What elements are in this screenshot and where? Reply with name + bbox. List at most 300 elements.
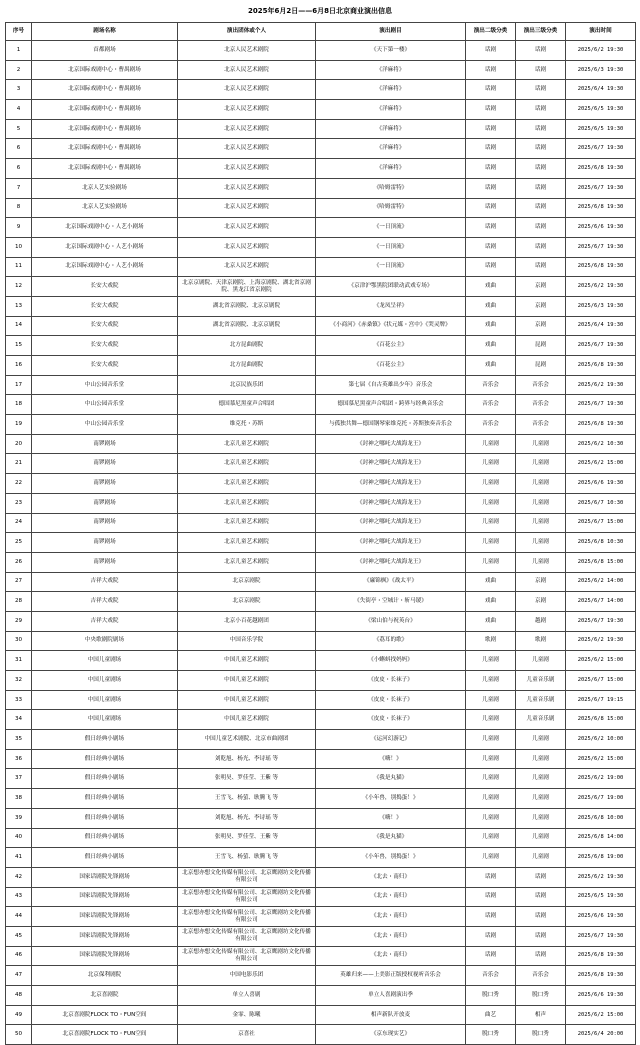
cell-venue: 首都剧场 (32, 41, 178, 61)
cell-time: 2025/6/2 15:00 (566, 651, 636, 671)
cell-performer: 北京人民艺术剧院 (178, 159, 316, 179)
cell-time: 2025/6/2 19:30 (566, 277, 636, 297)
cell-performer: 北京人民艺术剧院 (178, 139, 316, 159)
cell-venue: 长安大戏院 (32, 316, 178, 336)
cell-venue: 南锣剧场 (32, 493, 178, 513)
cell-program: 德国慕尼黑童声合唱团・跨界与经典音乐会 (316, 395, 466, 415)
cell-program: 《运河幻游记》 (316, 730, 466, 750)
cell-category-3: 音乐会 (516, 395, 566, 415)
cell-category-3: 话剧 (516, 198, 566, 218)
table-row (6, 178, 636, 198)
table-row (6, 80, 636, 100)
cell-category-2: 话剧 (466, 60, 516, 80)
cell-venue: 吉祥大戏院 (32, 572, 178, 592)
cell-index: 40 (6, 828, 32, 848)
cell-program: 《失街亭・空城计・斩马谡》 (316, 592, 466, 612)
table-row (6, 769, 636, 789)
table-row (6, 848, 636, 868)
cell-performer: 北京京剧院、天津京剧院、上海京剧院、湖北省京剧院、黑龙江省京剧院 (178, 277, 316, 297)
table-row (6, 828, 636, 848)
cell-category-3: 脱口秀 (516, 986, 566, 1006)
cell-program: 《皮皮・长袜子》 (316, 710, 466, 730)
header-venue: 剧场名称 (32, 23, 178, 41)
cell-performer: 北京京剧院 (178, 592, 316, 612)
cell-category-2: 戏曲 (466, 592, 516, 612)
cell-category-2: 音乐会 (466, 415, 516, 435)
cell-category-2: 话剧 (466, 926, 516, 946)
cell-category-2: 话剧 (466, 119, 516, 139)
cell-program: 《梁山伯与祝英台》 (316, 611, 466, 631)
cell-time: 2025/6/8 10:30 (566, 533, 636, 553)
cell-category-2: 儿童剧 (466, 848, 516, 868)
cell-program: 《北去・南归》 (316, 867, 466, 887)
cell-index: 26 (6, 552, 32, 572)
cell-time: 2025/6/4 19:30 (566, 316, 636, 336)
table-row (6, 375, 636, 395)
cell-category-3: 儿童剧 (516, 651, 566, 671)
cell-performer: 湖北省京剧院、北京京剧院 (178, 316, 316, 336)
table-row (6, 316, 636, 336)
cell-category-2: 话剧 (466, 257, 516, 277)
cell-index: 44 (6, 907, 32, 927)
cell-category-2: 话剧 (466, 41, 516, 61)
cell-index: 1 (6, 41, 32, 61)
table-row (6, 159, 636, 179)
table-row (6, 513, 636, 533)
cell-index: 11 (6, 257, 32, 277)
cell-venue: 假日经典小剧场 (32, 789, 178, 809)
table-row (6, 356, 636, 376)
table-row (6, 41, 636, 61)
cell-venue: 南锣剧场 (32, 513, 178, 533)
cell-performer: 北京儿童艺术剧院 (178, 454, 316, 474)
header-time: 演出时间 (566, 23, 636, 41)
cell-index: 43 (6, 887, 32, 907)
cell-category-3: 脱口秀 (516, 1025, 566, 1045)
cell-venue: 假日经典小剧场 (32, 848, 178, 868)
cell-performer: 刘乾旭、杨光、李诗瑶 等 (178, 749, 316, 769)
cell-category-2: 戏曲 (466, 277, 516, 297)
cell-index: 48 (6, 986, 32, 1006)
cell-category-3: 昆剧 (516, 336, 566, 356)
cell-program: 《哈姆雷特》 (316, 178, 466, 198)
cell-category-3: 话剧 (516, 41, 566, 61)
cell-category-2: 戏曲 (466, 356, 516, 376)
cell-index: 6 (6, 139, 32, 159)
cell-category-2: 儿童剧 (466, 533, 516, 553)
cell-venue: 北京人艺实验剧场 (32, 198, 178, 218)
cell-venue: 南锣剧场 (32, 434, 178, 454)
cell-venue: 长安大戏院 (32, 296, 178, 316)
cell-time: 2025/6/7 19:30 (566, 178, 636, 198)
cell-venue: 南锣剧场 (32, 552, 178, 572)
cell-venue: 中国儿童剧场 (32, 651, 178, 671)
cell-time: 2025/6/4 19:30 (566, 80, 636, 100)
cell-category-3: 音乐会 (516, 415, 566, 435)
cell-venue: 假日经典小剧场 (32, 730, 178, 750)
cell-category-2: 脱口秀 (466, 986, 516, 1006)
cell-performer: 中国电影乐团 (178, 966, 316, 986)
cell-index: 3 (6, 80, 32, 100)
cell-program: 《封神之哪吒大战海龙王》 (316, 454, 466, 474)
cell-category-2: 话剧 (466, 198, 516, 218)
cell-performer: 北京想亦想文化传媒有限公司、北京鹰剧坊文化传播有限公司 (178, 867, 316, 887)
cell-time: 2025/6/2 19:30 (566, 867, 636, 887)
cell-time: 2025/6/8 19:30 (566, 415, 636, 435)
table-row (6, 907, 636, 927)
cell-time: 2025/6/4 20:00 (566, 1025, 636, 1045)
cell-index: 10 (6, 237, 32, 257)
cell-time: 2025/6/7 19:30 (566, 237, 636, 257)
table-row (6, 198, 636, 218)
cell-program: 《洋麻将》 (316, 119, 466, 139)
cell-category-2: 儿童剧 (466, 769, 516, 789)
cell-performer: 北方昆曲剧院 (178, 356, 316, 376)
cell-time: 2025/6/7 19:30 (566, 336, 636, 356)
table-row (6, 887, 636, 907)
cell-category-2: 儿童剧 (466, 710, 516, 730)
cell-program: 《北去・南归》 (316, 946, 466, 966)
cell-venue: 假日经典小剧场 (32, 769, 178, 789)
cell-index: 46 (6, 946, 32, 966)
cell-performer: 北京想亦想文化传媒有限公司、北京鹰剧坊文化传播有限公司 (178, 926, 316, 946)
cell-performer: 北京想亦想文化传媒有限公司、北京鹰剧坊文化传播有限公司 (178, 907, 316, 927)
cell-performer: 北京人民艺术剧院 (178, 80, 316, 100)
cell-venue: 国家话剧院先锋剧场 (32, 887, 178, 907)
cell-index: 21 (6, 454, 32, 474)
cell-program: 《一日顶流》 (316, 257, 466, 277)
cell-category-3: 京剧 (516, 316, 566, 336)
cell-performer: 北京儿童艺术剧院 (178, 552, 316, 572)
cell-performer: 北京人民艺术剧院 (178, 60, 316, 80)
cell-index: 35 (6, 730, 32, 750)
cell-category-3: 话剧 (516, 178, 566, 198)
performance-table (5, 22, 636, 1045)
cell-program: 《嗨！》 (316, 749, 466, 769)
cell-category-2: 戏曲 (466, 336, 516, 356)
cell-category-3: 话剧 (516, 100, 566, 120)
cell-venue: 南锣剧场 (32, 454, 178, 474)
table-row (6, 277, 636, 297)
cell-venue: 中国儿童剧场 (32, 710, 178, 730)
cell-category-3: 儿童剧 (516, 513, 566, 533)
cell-time: 2025/6/6 19:30 (566, 218, 636, 238)
cell-category-3: 儿童剧 (516, 454, 566, 474)
cell-venue: 中山公园音乐堂 (32, 375, 178, 395)
cell-venue: 北京国际戏剧中心・曹禺剧场 (32, 80, 178, 100)
cell-performer: 北京儿童艺术剧院 (178, 434, 316, 454)
cell-performer: 北京人民艺术剧院 (178, 198, 316, 218)
cell-program: 《我是丸猫》 (316, 828, 466, 848)
cell-category-3: 话剧 (516, 237, 566, 257)
cell-performer: 北京人民艺术剧院 (178, 257, 316, 277)
cell-time: 2025/6/7 19:15 (566, 690, 636, 710)
cell-index: 39 (6, 808, 32, 828)
cell-performer: 北京儿童艺术剧院 (178, 533, 316, 553)
cell-index: 36 (6, 749, 32, 769)
cell-index: 30 (6, 631, 32, 651)
document-title: 2025年6月2日——6月8日北京商业演出信息 (248, 7, 392, 15)
cell-performer: 北京想亦想文化传媒有限公司、北京鹰剧坊文化传播有限公司 (178, 946, 316, 966)
table-row (6, 1025, 636, 1045)
cell-time: 2025/6/2 15:00 (566, 749, 636, 769)
cell-performer: 王雪飞、杨萤、耿腾飞 等 (178, 789, 316, 809)
cell-category-3: 京剧 (516, 592, 566, 612)
table-row (6, 434, 636, 454)
cell-category-3: 话剧 (516, 867, 566, 887)
cell-category-3: 儿童剧 (516, 730, 566, 750)
cell-category-2: 话剧 (466, 159, 516, 179)
cell-time: 2025/6/8 19:30 (566, 257, 636, 277)
table-row (6, 946, 636, 966)
cell-time: 2025/6/2 19:30 (566, 375, 636, 395)
cell-category-3: 越剧 (516, 611, 566, 631)
cell-program: 《封神之哪吒大战海龙王》 (316, 552, 466, 572)
cell-venue: 国家话剧院先锋剧场 (32, 867, 178, 887)
cell-venue: 北京喜剧院FLOCK TO・FUN空间 (32, 1005, 178, 1025)
cell-performer: 中国儿童艺术剧院 (178, 671, 316, 691)
cell-category-2: 儿童剧 (466, 671, 516, 691)
cell-index: 9 (6, 218, 32, 238)
cell-venue: 假日经典小剧场 (32, 828, 178, 848)
table-row (6, 690, 636, 710)
cell-index: 7 (6, 178, 32, 198)
cell-time: 2025/6/8 19:30 (566, 198, 636, 218)
cell-index: 4 (6, 100, 32, 120)
cell-performer: 王雪飞、杨萤、耿腾飞 等 (178, 848, 316, 868)
cell-venue: 北京国际戏剧中心・曹禺剧场 (32, 60, 178, 80)
cell-program: 《北去・南归》 (316, 907, 466, 927)
cell-index: 32 (6, 671, 32, 691)
cell-category-2: 音乐会 (466, 375, 516, 395)
table-row (6, 493, 636, 513)
cell-category-2: 儿童剧 (466, 828, 516, 848)
table-row (6, 237, 636, 257)
cell-category-3: 话剧 (516, 60, 566, 80)
cell-venue: 南锣剧场 (32, 533, 178, 553)
table-row (6, 336, 636, 356)
cell-venue: 国家话剧院先锋剧场 (32, 946, 178, 966)
cell-category-2: 儿童剧 (466, 434, 516, 454)
cell-program: 《京东现实艺》 (316, 1025, 466, 1045)
cell-performer: 中国音乐学院 (178, 631, 316, 651)
cell-performer: 刘乾旭、杨光、李诗瑶 等 (178, 808, 316, 828)
cell-program: 《哈姆雷特》 (316, 198, 466, 218)
cell-venue: 吉祥大戏院 (32, 611, 178, 631)
table-row (6, 119, 636, 139)
cell-time: 2025/6/8 19:30 (566, 946, 636, 966)
cell-index: 33 (6, 690, 32, 710)
cell-program: 《封神之哪吒大战海龙王》 (316, 474, 466, 494)
cell-category-2: 话剧 (466, 139, 516, 159)
cell-program: 《封神之哪吒大战海龙王》 (316, 513, 466, 533)
cell-index: 2 (6, 60, 32, 80)
cell-category-2: 话剧 (466, 237, 516, 257)
cell-time: 2025/6/8 19:30 (566, 966, 636, 986)
cell-category-2: 戏曲 (466, 296, 516, 316)
cell-index: 18 (6, 395, 32, 415)
cell-program: 《洋麻将》 (316, 159, 466, 179)
cell-category-3: 儿童剧 (516, 533, 566, 553)
cell-category-2: 音乐会 (466, 966, 516, 986)
cell-performer: 北京人民艺术剧院 (178, 41, 316, 61)
cell-venue: 中国儿童剧场 (32, 671, 178, 691)
table-row (6, 592, 636, 612)
table-row (6, 867, 636, 887)
cell-program: 《洋麻将》 (316, 139, 466, 159)
cell-time: 2025/6/7 19:30 (566, 611, 636, 631)
cell-program: 《皮皮・长袜子》 (316, 690, 466, 710)
cell-venue: 吉祥大戏院 (32, 592, 178, 612)
cell-index: 29 (6, 611, 32, 631)
cell-program: 《百花公主》 (316, 356, 466, 376)
table-row (6, 710, 636, 730)
cell-category-2: 曲艺 (466, 1005, 516, 1025)
cell-category-3: 京剧 (516, 296, 566, 316)
cell-program: 《北去・南归》 (316, 926, 466, 946)
cell-program: 《龙凤呈祥》 (316, 296, 466, 316)
cell-index: 22 (6, 474, 32, 494)
cell-category-2: 歌剧 (466, 631, 516, 651)
table-row (6, 257, 636, 277)
cell-category-2: 话剧 (466, 887, 516, 907)
cell-venue: 北京国际戏剧中心・人艺小剧场 (32, 257, 178, 277)
cell-category-3: 儿童剧 (516, 552, 566, 572)
table-row (6, 552, 636, 572)
cell-category-3: 昆剧 (516, 356, 566, 376)
cell-category-3: 儿童剧 (516, 749, 566, 769)
cell-venue: 北京国际戏剧中心・曹禺剧场 (32, 159, 178, 179)
cell-venue: 中山公园音乐堂 (32, 415, 178, 435)
cell-category-3: 儿童剧 (516, 848, 566, 868)
cell-performer: 北京民族乐团 (178, 375, 316, 395)
cell-category-3: 话剧 (516, 159, 566, 179)
cell-program: 《一日顶流》 (316, 218, 466, 238)
table-row (6, 395, 636, 415)
cell-performer: 北京人民艺术剧院 (178, 100, 316, 120)
cell-time: 2025/6/6 19:30 (566, 986, 636, 1006)
cell-category-2: 儿童剧 (466, 749, 516, 769)
cell-category-3: 京剧 (516, 572, 566, 592)
cell-time: 2025/6/2 15:00 (566, 1005, 636, 1025)
cell-time: 2025/6/7 19:30 (566, 395, 636, 415)
cell-performer: 北京儿童艺术剧院 (178, 474, 316, 494)
cell-category-3: 话剧 (516, 139, 566, 159)
cell-venue: 北京国际戏剧中心・人艺小剧场 (32, 218, 178, 238)
cell-category-2: 儿童剧 (466, 552, 516, 572)
cell-category-3: 话剧 (516, 887, 566, 907)
cell-index: 27 (6, 572, 32, 592)
cell-category-2: 儿童剧 (466, 454, 516, 474)
cell-performer: 京喜社 (178, 1025, 316, 1045)
cell-index: 41 (6, 848, 32, 868)
cell-time: 2025/6/7 15:00 (566, 671, 636, 691)
cell-program: 《封神之哪吒大战海龙王》 (316, 434, 466, 454)
table-row (6, 415, 636, 435)
cell-time: 2025/6/2 15:00 (566, 454, 636, 474)
cell-performer: 北京儿童艺术剧院 (178, 513, 316, 533)
cell-category-2: 话剧 (466, 100, 516, 120)
cell-category-3: 相声 (516, 1005, 566, 1025)
table-row (6, 296, 636, 316)
cell-category-2: 戏曲 (466, 572, 516, 592)
header-program: 演出剧目 (316, 23, 466, 41)
cell-venue: 长安大戏院 (32, 277, 178, 297)
cell-time: 2025/6/8 15:00 (566, 552, 636, 572)
table-row (6, 1005, 636, 1025)
cell-category-2: 话剧 (466, 218, 516, 238)
cell-performer: 张明昊、罗佳莹、王紫 等 (178, 769, 316, 789)
cell-category-2: 儿童剧 (466, 789, 516, 809)
cell-time: 2025/6/2 14:00 (566, 572, 636, 592)
table-row (6, 808, 636, 828)
table-row (6, 454, 636, 474)
cell-index: 6 (6, 159, 32, 179)
cell-time: 2025/6/2 19:30 (566, 41, 636, 61)
table-row (6, 966, 636, 986)
cell-index: 47 (6, 966, 32, 986)
cell-performer: 中国儿童艺术剧院 (178, 690, 316, 710)
cell-program: 《封神之哪吒大战海龙王》 (316, 493, 466, 513)
cell-index: 34 (6, 710, 32, 730)
cell-category-3: 儿童剧 (516, 828, 566, 848)
table-row (6, 651, 636, 671)
table-row (6, 572, 636, 592)
cell-program: 单立人喜剧演出季 (316, 986, 466, 1006)
cell-index: 24 (6, 513, 32, 533)
cell-category-3: 儿童剧 (516, 493, 566, 513)
cell-venue: 北京喜剧院FLOCK TO・FUN空间 (32, 1025, 178, 1045)
table-row (6, 100, 636, 120)
cell-performer: 北京想亦想文化传媒有限公司、北京鹰剧坊文化传播有限公司 (178, 887, 316, 907)
table-row (6, 474, 636, 494)
cell-program: 《廉锦枫》《战太平》 (316, 572, 466, 592)
table-row (6, 139, 636, 159)
cell-index: 15 (6, 336, 32, 356)
cell-time: 2025/6/3 19:30 (566, 296, 636, 316)
cell-category-2: 儿童剧 (466, 808, 516, 828)
cell-category-2: 话剧 (466, 178, 516, 198)
cell-category-2: 戏曲 (466, 611, 516, 631)
cell-time: 2025/6/8 19:00 (566, 848, 636, 868)
cell-venue: 北京喜剧院 (32, 986, 178, 1006)
cell-performer: 中国儿童艺术剧院 (178, 710, 316, 730)
cell-venue: 中央歌剧院剧场 (32, 631, 178, 651)
cell-performer: 张明昊、罗佳莹、王紫 等 (178, 828, 316, 848)
cell-category-3: 音乐会 (516, 375, 566, 395)
cell-venue: 北京国际戏剧中心・人艺小剧场 (32, 237, 178, 257)
cell-index: 8 (6, 198, 32, 218)
table-row (6, 60, 636, 80)
cell-index: 17 (6, 375, 32, 395)
cell-program: 《天下第一楼》 (316, 41, 466, 61)
cell-category-3: 话剧 (516, 946, 566, 966)
cell-category-2: 话剧 (466, 867, 516, 887)
table-row (6, 789, 636, 809)
cell-index: 49 (6, 1005, 32, 1025)
cell-time: 2025/6/8 10:00 (566, 808, 636, 828)
cell-category-3: 儿童剧 (516, 808, 566, 828)
cell-performer: 金霏、陈曦 (178, 1005, 316, 1025)
table-row (6, 671, 636, 691)
cell-index: 5 (6, 119, 32, 139)
table-row (6, 533, 636, 553)
cell-time: 2025/6/6 19:30 (566, 474, 636, 494)
cell-category-2: 儿童剧 (466, 493, 516, 513)
cell-program: 《小蝌蚪找妈妈》 (316, 651, 466, 671)
cell-category-3: 儿童剧 (516, 474, 566, 494)
cell-venue: 中山公园音乐堂 (32, 395, 178, 415)
